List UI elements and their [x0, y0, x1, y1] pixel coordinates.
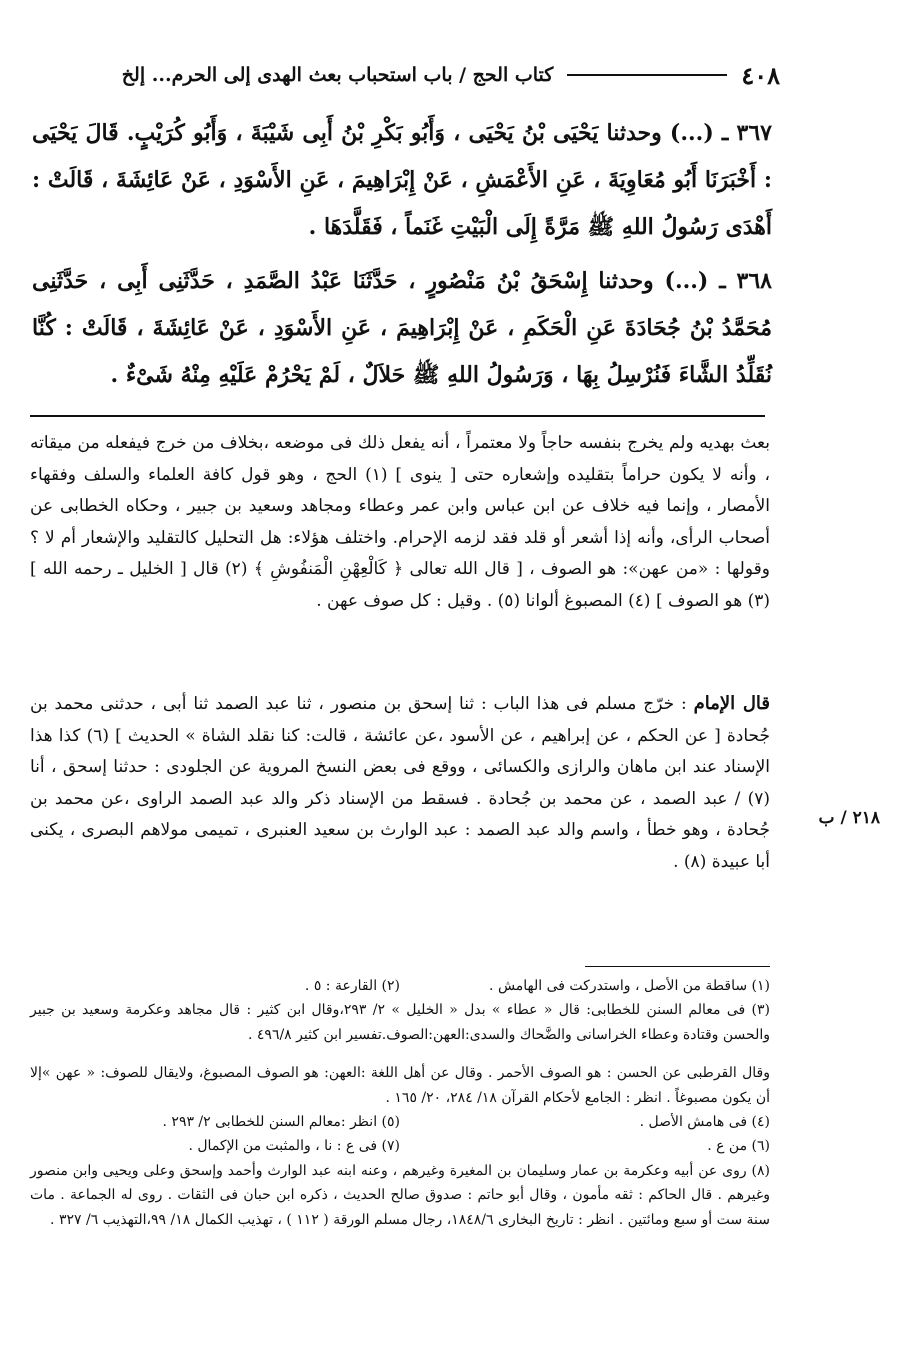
hadith-368 [32, 258, 772, 399]
footnotes [30, 974, 770, 1232]
hadith-text: ٣٦٧ ـ (...) وحدثنا يَحْيَى بْنُ يَحْيَى ، وَأَبُو بَكْرِ بْنُ أَبِى شَيْبَةَ ، وَأَبُو كُرَيْبٍ. قَالَ يَحْيَى : أَخْبَرَنَا أَبُو مُعَاوِيَةَ ، عَنِ الأَعْمَشِ ، عَنْ إِبْرَاهِيمَ ، عَنِ الأَسْوَدِ ، عَنْ عَائِشَةَ ، قَالَتْ : أَهْدَى رَسُولُ اللهِ ﷺ مَرَّةً إِلَى الْبَيْتِ غَنَماً ، فَقَلَّدَهَا . [32, 120, 772, 240]
footnote-row [30, 1134, 770, 1158]
running-title: كتاب الحج / باب استحباب بعث الهدى إلى الحرم... إلخ [121, 64, 554, 86]
hadith-text: ٣٦٨ ـ (...) وحدثنا إِسْحَقُ بْنُ مَنْصُورٍ ، حَدَّثَنَا عَبْدُ الصَّمَدِ ، حَدَّثَنِى أَبِى ، حَدَّثَنِى مُحَمَّدُ بْنُ جُحَادَةَ عَنِ الْحَكَمِ ، عَنْ إِبْرَاهِيمَ ، عَنِ الأَسْوَدِ ، عَنْ عَائِشَةَ ، قَالَتْ : كُنَّا نُقَلِّدُ الشَّاءَ فَنُرْسِلُ بِهَا ، وَرَسُولُ اللهِ ﷺ حَلاَلٌ ، لَمْ يَحْرُمْ عَلَيْهِ مِنْهُ شَىْءٌ . [32, 268, 772, 388]
footnote-gap [30, 1047, 770, 1061]
header-divider [567, 74, 727, 76]
footnote-divider [585, 966, 770, 967]
commentary-paragraph-2 [30, 688, 770, 878]
footnote-row [30, 1110, 770, 1134]
commentary-text: بعث بهديه ولم يخرج بنفسه حاجاً ولا معتمراً ، أنه يفعل ذلك فى موضعه ،بخلاف من خرج فيفعله من ميقاته ، وأنه لا يكون حراماً بتقليده وإشعاره حتى [ ينوى ] (١) الحج ، وهو قول كافة العلماء والسلف وفقهاء الأمصار ، وإنما فيه خلاف عن ابن عباس وابن عمر وعطاء ومجاهد وسعيد بن جبير ، وحكاه الخطابى عن أصحاب الرأى، وأنه إذا أشعر أو قلد فقد لزمه الإحرام. واختلف هؤلاء: هل التحليل كالتقليد والإشعار أم لا ؟ وقولها : «من عهن»: هو الصوف ، [ قال الله تعالى ﴿ كَالْعِهْنِ الْمَنفُوشِ ﴾ (٢) قال [ الخليل ـ رحمه الله ] (٣) هو الصوف ] (٤) المصبوغ ألوانا (٥) . وقيل : كل صوف عهن . [30, 433, 770, 611]
imam-label: قال الإمام [693, 693, 770, 714]
folio-margin-note: ٢١٨ / ب [818, 808, 880, 828]
footnote-1: (١) ساقطة من الأصل ، واستدركت فى الهامش . [489, 978, 770, 994]
footnote-3: (٣) فى معالم السنن للخطابى: قال « عطاء » بدل « الخليل » ٢/ ٢٩٣،وقال ابن كثير : قال مجاهد وعكرمة وسعيد بن جبير والحسن وقتادة وعطاء الخراسانى والضَّحاك والسدى:العهن:الصوف.تفسير ابن كثير ٤٩٦/٨ . [30, 1002, 770, 1043]
page-header [40, 52, 780, 98]
section-divider [30, 415, 765, 417]
footnote-5: (٥) انظر :معالم السنن للخطابى ٢/ ٢٩٣ . [162, 1114, 400, 1131]
commentary-paragraph-1 [30, 428, 770, 617]
footnote-7: (٧) فى ع : نا ، والمثبت من الإكمال . [188, 1138, 400, 1155]
footnote-4: (٤) فى هامش الأصل . [639, 1114, 770, 1131]
footnote-3-continued: وقال القرطبى عن الحسن : هو الصوف الأحمر . وقال عن أهل اللغة :العهن: هو الصوف المصبوغ، ولايقال للصوف: « عهن »إلا أن يكون مصبوغاً . انظر : الجامع لأحكام القرآن ١٨/ ٢٨٤، ٢٠/ ١٦٥ . [30, 1065, 770, 1106]
footnote-row [30, 974, 770, 998]
footnote-6: (٦) من ع . [707, 1138, 770, 1155]
page-number: ٤٠٨ [741, 60, 780, 90]
commentary-text: : خرّج مسلم فى هذا الباب : ثنا إسحق بن منصور ، ثنا عبد الصمد ثنا أبى ، حدثنى محمد بن جُحادة [ عن الحكم ، عن إبراهيم ، عن الأسود ،عن عائشة ، قالت: كنا نقلد الشاة » الحديث ] (٦) كذا هذا الإسناد عند ابن ماهان والرازى والكسائى ، ووقع فى بعض النسخ المروية عن الجلودى : حدثنا إسحق ، أنا (٧) / عبد الصمد ، عن محمد بن جُحادة . فسقط من الإسناد ذكر والد عبد الصمد الراوى ،عن محمد بن جُحادة ، وهو خطأ ، واسم والد عبد الصمد : عبد الوارث بن سعيد العنبرى ، تميمى مولاهم البصرى ، يكنى أبا عبيدة (٨) . [30, 694, 770, 872]
hadith-367 [32, 110, 772, 251]
footnote-2: (٢) القارعة : ٥ . [304, 978, 400, 994]
footnote-8: (٨) روى عن أبيه وعكرمة بن عمار وسليمان بن المغيرة وغيرهم ، وعنه ابنه عبد الوارث وأحمد وإسحق وعلى ويحيى وابن منصور وغيرهم . قال الحاكم : ثقه مأمون ، وقال أبو حاتم : صدوق صالح الحديث ، ذكره ابن حبان فى الثقات . روى له الجماعة . مات سنة ست أو سبع ومائتين . انظر : تاريخ البخارى ١٨٤٨/٦، رجال مسلم الورقة ( ١١٢ ) ، تهذيب الكمال ١٨/ ٩٩،التهذيب ٦/ ٣٢٧ . [30, 1162, 770, 1228]
